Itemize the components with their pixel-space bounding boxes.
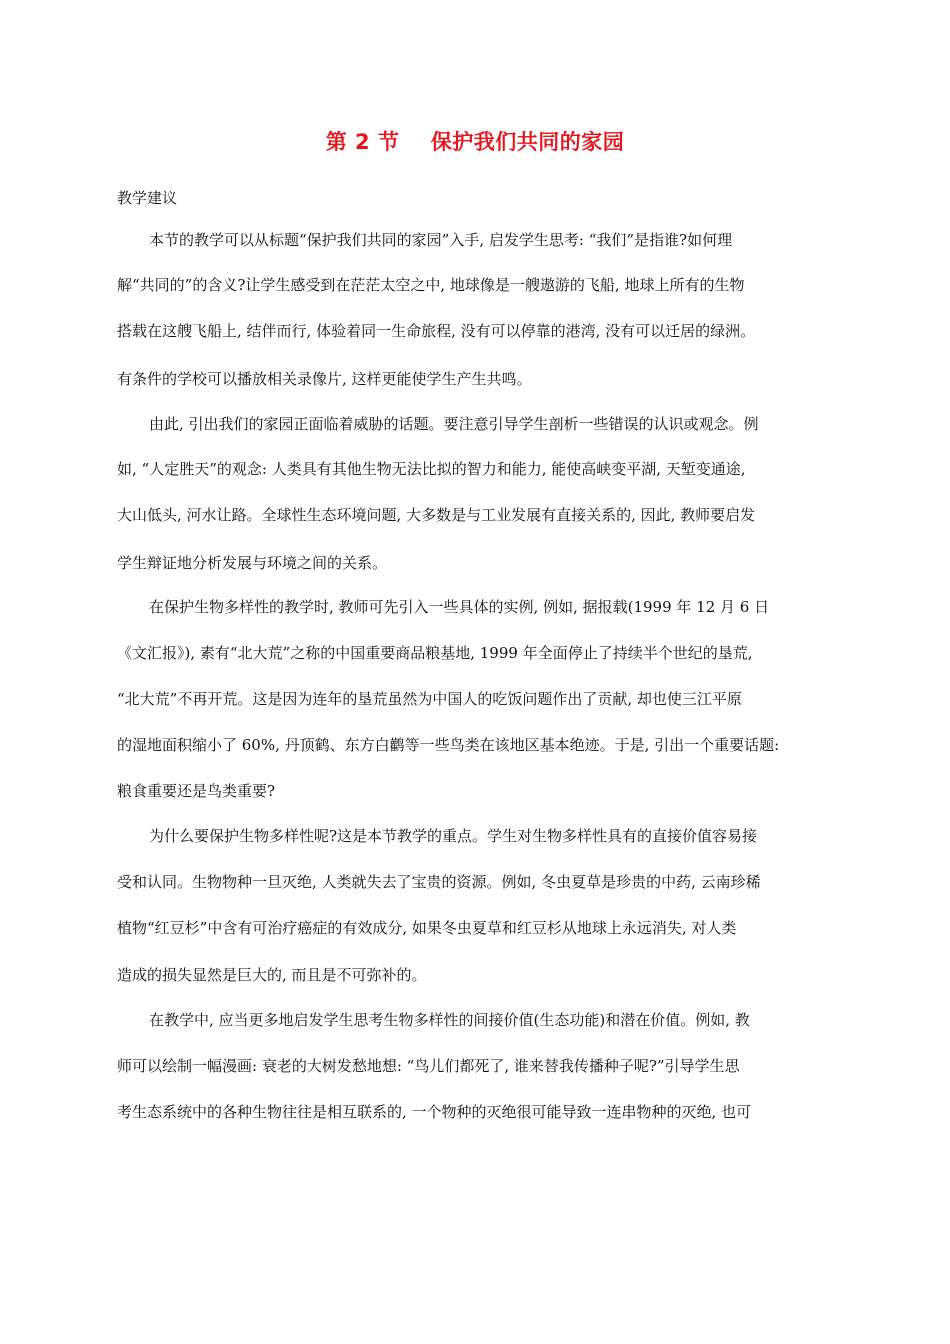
paragraph-line: 粮食重要还是鸟类重要? bbox=[117, 782, 276, 800]
paragraph-line: 在教学中, 应当更多地启发学生思考生物多样性的间接价值(生态功能)和潜在价值。例如, 教 bbox=[149, 1011, 750, 1029]
paragraph-line: 大山低头, 河水让路。全球性生态环境问题, 大多数是与工业发展有直接关系的, 因此, 教师要启发 bbox=[117, 506, 756, 524]
paragraph-line: 《文汇报》), 素有“北大荒”之称的中国重要商品粮基地, 1999 年全面停止了持续半个世纪的垦荒, bbox=[117, 644, 753, 662]
paragraph-line: 解“共同的”的含义?让学生感受到在茫茫太空之中, 地球像是一艘遨游的飞船, 地球上所有的生物 bbox=[117, 276, 745, 294]
paragraph-line: 本节的教学可以从标题“保护我们共同的家园”入手, 启发学生思考: “我们”是指谁?如何理 bbox=[149, 231, 733, 249]
paragraph-line: 受和认同。生物物种一旦灭绝, 人类就失去了宝贵的资源。例如, 冬虫夏草是珍贵的中药, 云南珍稀 bbox=[117, 873, 761, 891]
paragraph-line: 有条件的学校可以播放相关录像片, 这样更能使学生产生共鸣。 bbox=[117, 370, 532, 388]
paragraph-line: 学生辩证地分析发展与环境之间的关系。 bbox=[117, 554, 388, 572]
paragraph-line: 如, “人定胜天”的观念: 人类具有其他生物无法比拟的智力和能力, 能使高峡变平湖, 天堑变通途, bbox=[117, 460, 746, 478]
paragraph-line: 的湿地面积缩小了 60%, 丹顶鹤、东方白鹳等一些鸟类在该地区基本绝迹。于是, 引出一个重要话题: bbox=[117, 736, 780, 754]
page-title: 第 2 节 保护我们共同的家园 bbox=[325, 130, 625, 154]
paragraph-line: 植物“红豆杉”中含有可治疗癌症的有效成分, 如果冬虫夏草和红豆杉从地球上永远消失, 对人类 bbox=[117, 919, 737, 937]
paragraph-line: “北大荒”不再开荒。这是因为连年的垦荒虽然为中国人的吃饭问题作出了贡献, 却也使三江平原 bbox=[117, 690, 742, 708]
paragraph-line: 为什么要保护生物多样性呢?这是本节教学的重点。学生对生物多样性具有的直接价值容易接 bbox=[149, 827, 758, 845]
paragraph-line: 造成的损失显然是巨大的, 而且是不可弥补的。 bbox=[117, 966, 427, 984]
paragraph-line: 搭载在这艘飞船上, 结伴而行, 体验着同一生命旅程, 没有可以停靠的港湾, 没有可以迁居的绿洲。 bbox=[117, 322, 756, 340]
paragraph-line: 考生态系统中的各种生物往往是相互联系的, 一个物种的灭绝很可能导致一连串物种的灭绝, 也可 bbox=[117, 1103, 752, 1121]
paragraph-line: 在保护生物多样性的教学时, 教师可先引入一些具体的实例, 例如, 据报载(1999 年 12 月 6 日 bbox=[149, 598, 770, 616]
section-heading: 教学建议 bbox=[117, 189, 178, 207]
paragraph-line: 由此, 引出我们的家园正面临着威胁的话题。要注意引导学生剖析一些错误的认识或观念。例 bbox=[149, 415, 759, 433]
paragraph-line: 师可以绘制一幅漫画: 衰老的大树发愁地想: “鸟儿们都死了, 谁来替我传播种子呢?”引导学生思 bbox=[117, 1057, 740, 1075]
